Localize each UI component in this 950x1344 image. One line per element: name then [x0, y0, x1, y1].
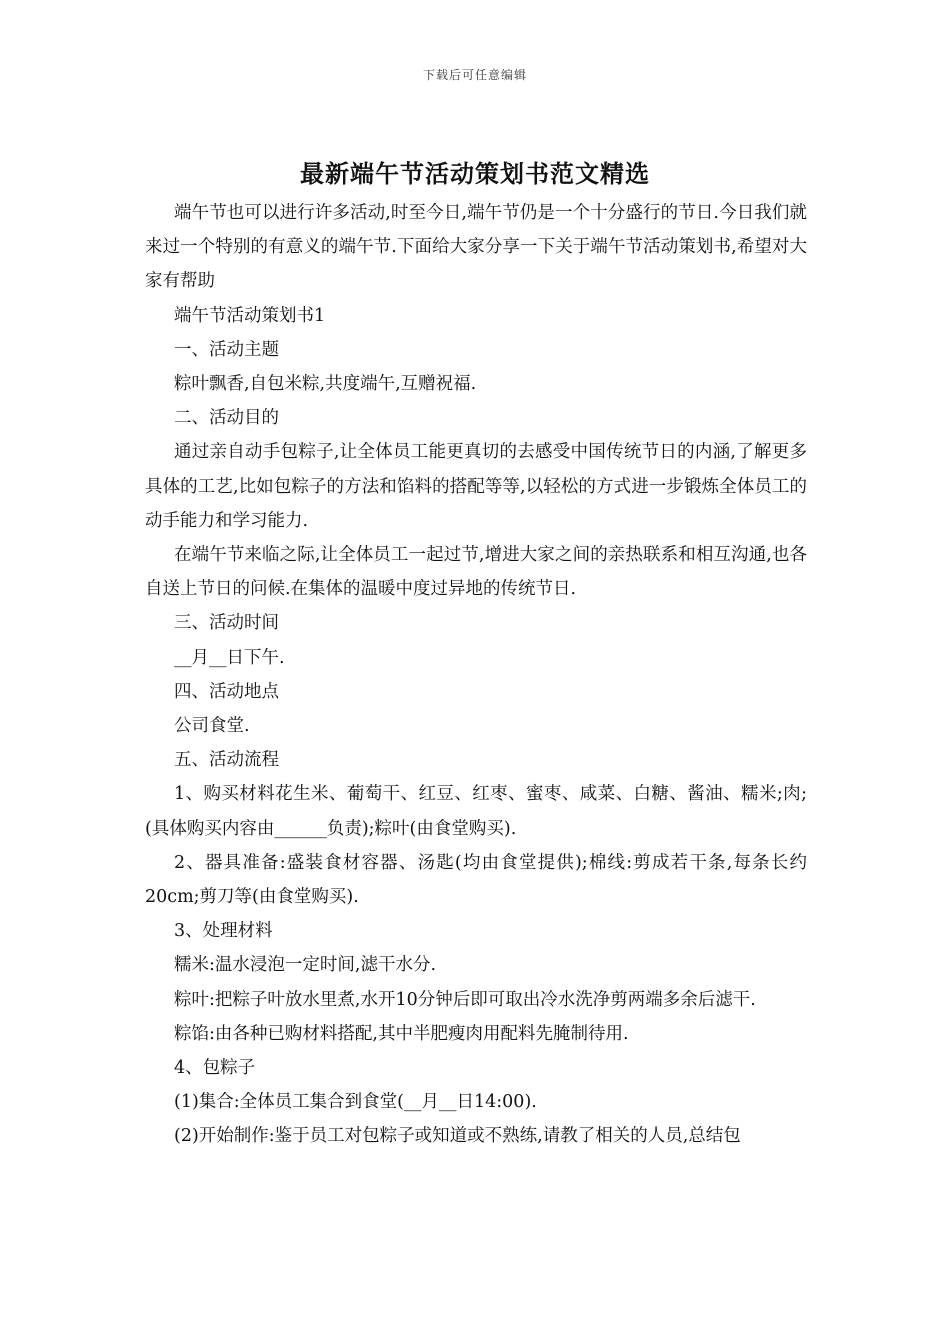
paragraph: 在端午节来临之际,让全体员工一起过节,增进大家之间的亲热联系和相互沟通,也各自送上节日的问候.在集体的温暖中度过异地的传统节日.: [145, 545, 807, 600]
subheading: 4、包粽子: [174, 1058, 256, 1079]
document-body: [145, 196, 807, 1154]
header-note: 下载后可任意编辑: [422, 68, 527, 82]
heading-section-2: 二、活动目的: [174, 408, 279, 429]
paragraph: 粽叶:把粽子叶放水里煮,水开10分钟后即可取出冷水洗净剪两端多余后滤干.: [174, 989, 756, 1010]
paragraph: 粽馅:由各种已购材料搭配,其中半肥瘦肉用配料先腌制待用.: [174, 1023, 629, 1044]
document-title: 最新端午节活动策划书范文精选: [300, 159, 650, 188]
heading-section-4: 四、活动地点: [174, 681, 279, 702]
heading-section-3: 三、活动时间: [174, 613, 279, 634]
paragraph: 公司食堂.: [174, 716, 250, 737]
paragraph: __月__日下午.: [174, 647, 285, 668]
subheading: 3、处理材料: [174, 921, 273, 942]
paragraph: (1)集合:全体员工集合到食堂(__月__日14:00).: [174, 1092, 537, 1113]
paragraph: 2、器具准备:盛装食材容器、汤匙(均由食堂提供);棉线:剪成若干条,每条长约20cm;剪刀等(由食堂购买).: [145, 852, 807, 908]
heading-section-5: 五、活动流程: [174, 750, 279, 771]
paragraph: (2)开始制作:鉴于员工对包粽子或知道或不熟练,请教了相关的人员,总结包: [174, 1126, 741, 1147]
paragraph-intro: 端午节也可以进行许多活动,时至今日,端午节仍是一个十分盛行的节日.今日我们就来过一个特别的有意义的端午节.下面给大家分享一下关于端午节活动策划书,希望对大家有帮助: [145, 203, 807, 292]
heading-plan-1: 端午节活动策划书1: [174, 305, 326, 326]
heading-section-1: 一、活动主题: [174, 339, 279, 360]
paragraph: 粽叶飘香,自包米粽,共度端午,互赠祝福.: [174, 374, 477, 395]
paragraph: 1、购买材料花生米、葡萄干、红豆、红枣、蜜枣、咸菜、白糖、酱油、糯米;肉;(具体购买内容由______负责);粽叶(由食堂购买).: [145, 784, 807, 839]
paragraph: 糯米:温水浸泡一定时间,滤干水分.: [174, 955, 437, 976]
paragraph: 通过亲自动手包粽子,让全体员工能更真切的去感受中国传统节日的内涵,了解更多具体的工艺,比如包粽子的方法和馅料的搭配等等,以轻松的方式进一步锻炼全体员工的动手能力和学习能力.: [145, 442, 807, 531]
